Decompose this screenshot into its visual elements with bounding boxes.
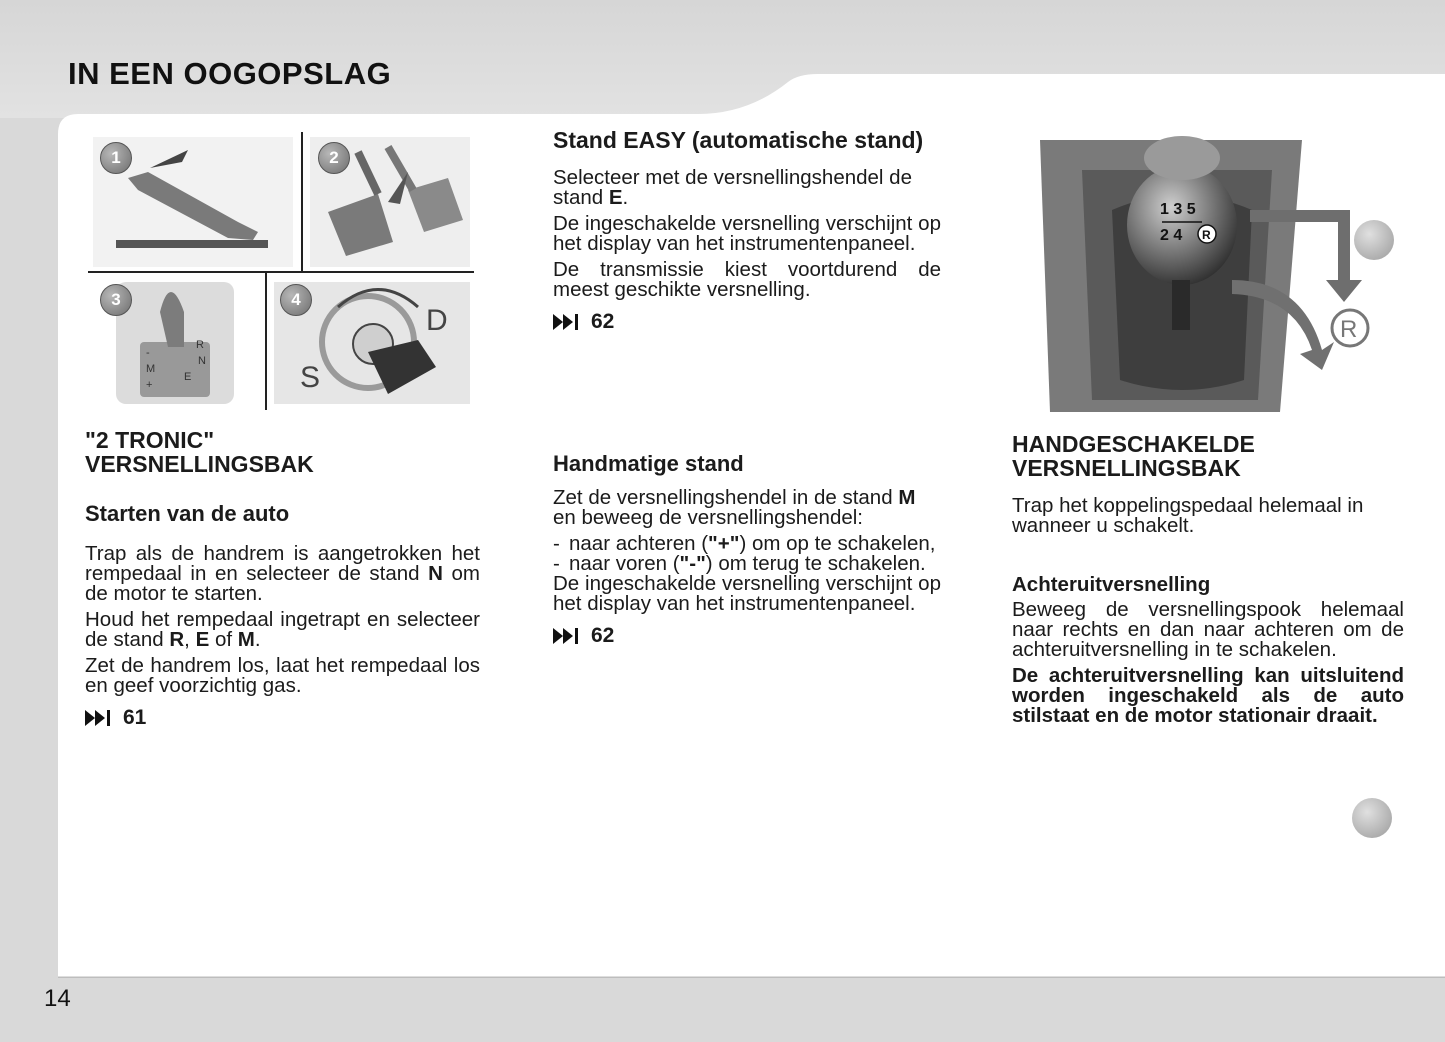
paragraph-manual-1: Zet de versnellingshendel in de stand M en beweeg de versnellingshendel: [553,486,916,529]
subheading-achteruit: Achteruitversnelling [1012,573,1211,596]
page-title: IN EEN OOGOPSLAG [68,56,392,91]
column-2tronic [85,428,480,728]
gate-letter-plus: + [146,379,153,391]
gate-letter-minus: - [146,347,150,359]
section-heading-2tronic: "2 TRONIC" VERSNELLINGSBAK [85,427,314,477]
step-badge-4: 4 [280,284,312,316]
list-item: - naar voren ("-") om terug te schakelen. [553,554,941,574]
list-item: - naar achteren ("+") om op te schakelen, [553,534,941,554]
step-badge-2: 2 [318,142,350,174]
knob-bottom-label: 2 4 [1160,227,1183,244]
paragraph-clutch: Trap het koppelingspedaal helemaal in wanneer u schakelt. [1012,494,1364,537]
paragraph-manual-2: De ingeschakelde versnelling verschijnt op het display van het instrumentenpaneel. [553,572,941,615]
margin-dot-top [1354,220,1394,260]
gear-knob-illustration [1022,130,1392,412]
gate-letter-e: E [184,371,192,383]
paragraph-reverse-2: De achteruitversnelling kan uitsluitend worden ingeschakeld als de auto stilstaat en de motor stationair draait. [1012,664,1404,727]
knob-top-label: 1 3 5 [1160,201,1196,218]
illustration-graphics [88,132,474,410]
page-number: 14 [44,985,71,1012]
step-badge-3: 3 [100,284,132,316]
margin-dot-bottom [1352,798,1392,838]
gate-letter-m: M [146,363,156,375]
step-badge-1: 1 [100,142,132,174]
page-reference-62-manual[interactable]: 62 [553,626,941,646]
gear-knob-graphics [1022,130,1392,412]
reverse-symbol: R [1340,316,1358,343]
skip-forward-icon [85,710,115,726]
paragraph-start-1: Trap als de handrem is aangetrokken het rempedaal in en selecteer de stand N om de motor te starten. [85,542,480,605]
manual-shift-list [553,534,941,574]
paragraph-reverse-1: Beweeg de versnellingspook helemaal naar rechts en dan naar achteren om de achteruitversnelling in te schakelen. [1012,598,1404,661]
skip-forward-icon [553,628,583,644]
gearbox-illustration [88,132,474,410]
page-reference-62-easy[interactable]: 62 [553,312,941,332]
skip-forward-icon [553,314,583,330]
paragraph-easy-3: De transmissie kiest voortdurend de meest geschikte versnelling. [553,258,941,301]
column-manual-gearbox [1012,432,1404,732]
paragraph-start-2: Houd het rempedaal ingetrapt en selecteer de stand R, E of M. [85,608,480,651]
key-letter-d: D [426,304,448,337]
column-easy-manual [553,128,941,646]
section-heading-handgeschakeld: HANDGESCHAKELDE VERSNELLINGSBAK [1012,431,1255,481]
key-letter-s: S [300,361,321,394]
paragraph-easy-2: De ingeschakelde versnelling verschijnt op het display van het instrumentenpaneel. [553,212,941,255]
knob-reverse-label: R [1202,228,1211,242]
gate-letter-n: N [198,355,206,367]
gate-letter-r: R [196,339,204,351]
page-reference-61[interactable]: 61 [85,708,480,728]
paragraph-easy-1: Selecteer met de versnellingshendel de stand E. [553,166,912,209]
paragraph-start-3: Zet de handrem los, laat het rempedaal los en geef voorzichtig gas. [85,654,480,697]
subheading-handmatig: Handmatige stand [553,451,744,476]
subheading-starten: Starten van de auto [85,501,290,526]
section-heading-easy: Stand EASY (automatische stand) [553,127,924,153]
